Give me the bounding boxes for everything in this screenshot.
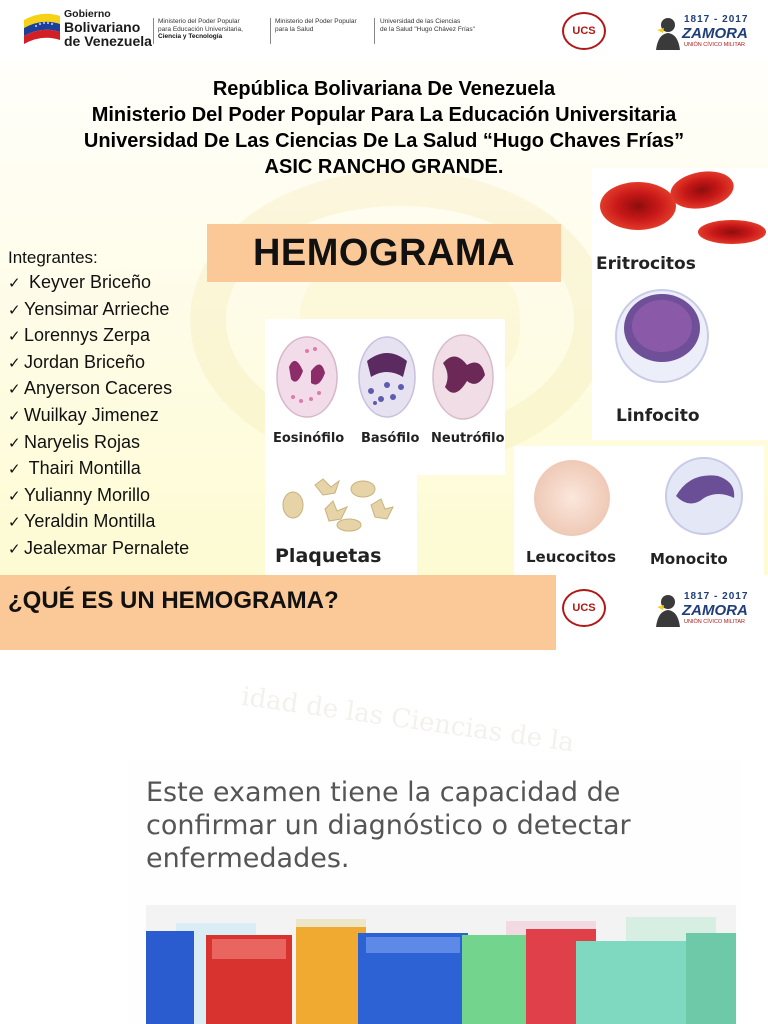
plaquetas-image [265,475,417,575]
gov-logo-text [64,8,156,48]
venezuela-flag-icon [22,10,62,46]
eosinofilo-label: Eosinófilo [273,431,345,446]
member-name: Jordan Briceño [24,351,146,372]
zamora-subtitle: UNIÓN CÍVICO MILITAR [684,619,746,625]
zamora-years: 1817 - 2017 [684,14,749,25]
zamora-subtitle: UNIÓN CÍVICO MILITAR [684,42,746,48]
zamora-years: 1817 - 2017 [684,591,749,602]
neutrofilo-label: Neutrófilo [431,431,505,446]
member-item [8,323,238,350]
member-item [8,270,238,297]
ministry2-line1: Ministerio del Poder Popular [275,18,357,25]
eritrocitos-label: Eritrocitos [596,254,696,274]
checkmark-icon: ✓ [8,487,21,505]
member-item [8,483,238,510]
granulocyte-cells-icon [271,327,503,427]
hemograma-banner: HEMOGRAMA [207,224,561,282]
question-heading: ¿QUÉ ES UN HEMOGRAMA? [8,587,339,614]
title-block [0,76,768,180]
checkmark-icon: ✓ [8,461,21,479]
members-title: Integrantes: [8,248,98,267]
checkmark-icon: ✓ [8,354,21,372]
member-name: Yensimar Arrieche [24,298,170,319]
ucs-logo-label: UCS [572,25,596,37]
member-item [8,509,238,536]
zamora-bust-icon [654,16,682,50]
ministry3-line1: Universidad de las Ciencias [380,18,461,25]
zamora-name: ZAMORA [682,602,748,619]
checkmark-icon: ✓ [8,275,21,292]
checkmark-icon: ✓ [8,407,21,425]
leucocitos-label: Leucocitos [526,548,617,566]
member-name: Thairi Montilla [24,458,141,479]
red-blood-cells-icon [592,168,768,248]
granulocytes-image [265,319,505,475]
member-name: Jealexmar Pernalete [24,537,190,558]
member-name: Naryelis Rojas [24,431,141,452]
header-separator [374,18,375,44]
member-name: Anyerson Caceres [24,378,173,399]
member-name: Keyver Briceño [24,272,152,292]
member-item [8,350,238,377]
gov-line2: Bolivariano [64,19,141,35]
ucs-logo-label: UCS [572,602,596,614]
ucs-logo [562,12,606,50]
test-tubes-icon [146,905,736,1024]
member-item [8,403,238,430]
member-name: Yeraldin Montilla [24,511,156,532]
zamora-logo [654,14,750,54]
member-item [8,456,238,483]
hemograma-description: Este examen tiene la capacidad de confirmar un diagnóstico o detectar enfermedades. [146,777,631,874]
basofilo-label: Basófilo [361,431,420,446]
gobierno-bolivariano-logo [22,6,152,52]
question-banner [0,575,556,650]
zamora-logo [654,591,750,631]
university-text [380,18,475,33]
title-ministry: Ministerio Del Poder Popular Para La Educación Universitaria [91,104,677,126]
platelets-icon [275,475,405,537]
member-name: Yulianny Morillo [24,484,151,505]
linfocito-cell-icon [612,282,712,390]
members-list [8,246,238,563]
leucocito-monocito-icon [530,454,758,542]
eritrocitos-image [592,168,768,280]
ministry1-line2: para Educación Universitaria, [158,25,243,33]
member-item [8,430,238,457]
zamora-bust-icon [654,593,682,627]
title-asic: ASIC RANCHO GRANDE. [264,156,504,178]
ministry1-line1: Ministerio del Poder Popular [158,18,240,25]
checkmark-icon: ✓ [8,434,21,452]
ministry1-line3: Ciencia y Tecnología [158,33,223,40]
header-logos-bar [0,0,768,62]
ministry2-line2: para la Salud [275,25,314,33]
leucocitos-monocito-image [514,446,764,575]
ministry-health-text [275,18,357,33]
title-republic: República Bolivariana De Venezuela [212,78,556,100]
zamora-name: ZAMORA [682,25,748,42]
content-card [128,760,740,1024]
university-name-watermark: idad de las Ciencias de la [239,681,576,759]
member-name: Lorennys Zerpa [24,325,151,346]
member-item [8,536,238,563]
header-separator [270,18,271,44]
gov-line1: Gobierno [64,8,111,20]
plaquetas-label: Plaquetas [275,545,382,567]
slide-2 [0,575,768,1024]
monocito-label: Monocito [650,550,728,568]
member-name: Wuilkay Jimenez [24,404,159,425]
checkmark-icon: ✓ [8,328,21,346]
checkmark-icon: ✓ [8,514,21,532]
test-tubes-image [146,905,736,1024]
header-separator [153,18,154,44]
ministry3-line2: de la Salud "Hugo Chávez Frías" [380,25,475,33]
title-university: Universidad De Las Ciencias De La Salud “Hugo Chaves Frías” [83,130,685,152]
checkmark-icon: ✓ [8,540,21,558]
ucs-logo [562,589,606,627]
member-item [8,297,238,324]
member-item [8,376,238,403]
linfocito-image [592,280,768,440]
checkmark-icon: ✓ [8,381,21,399]
checkmark-icon: ✓ [8,301,21,319]
gov-line3: de Venezuela [64,33,152,49]
ministry-education-text [158,18,243,41]
linfocito-label: Linfocito [616,406,700,426]
